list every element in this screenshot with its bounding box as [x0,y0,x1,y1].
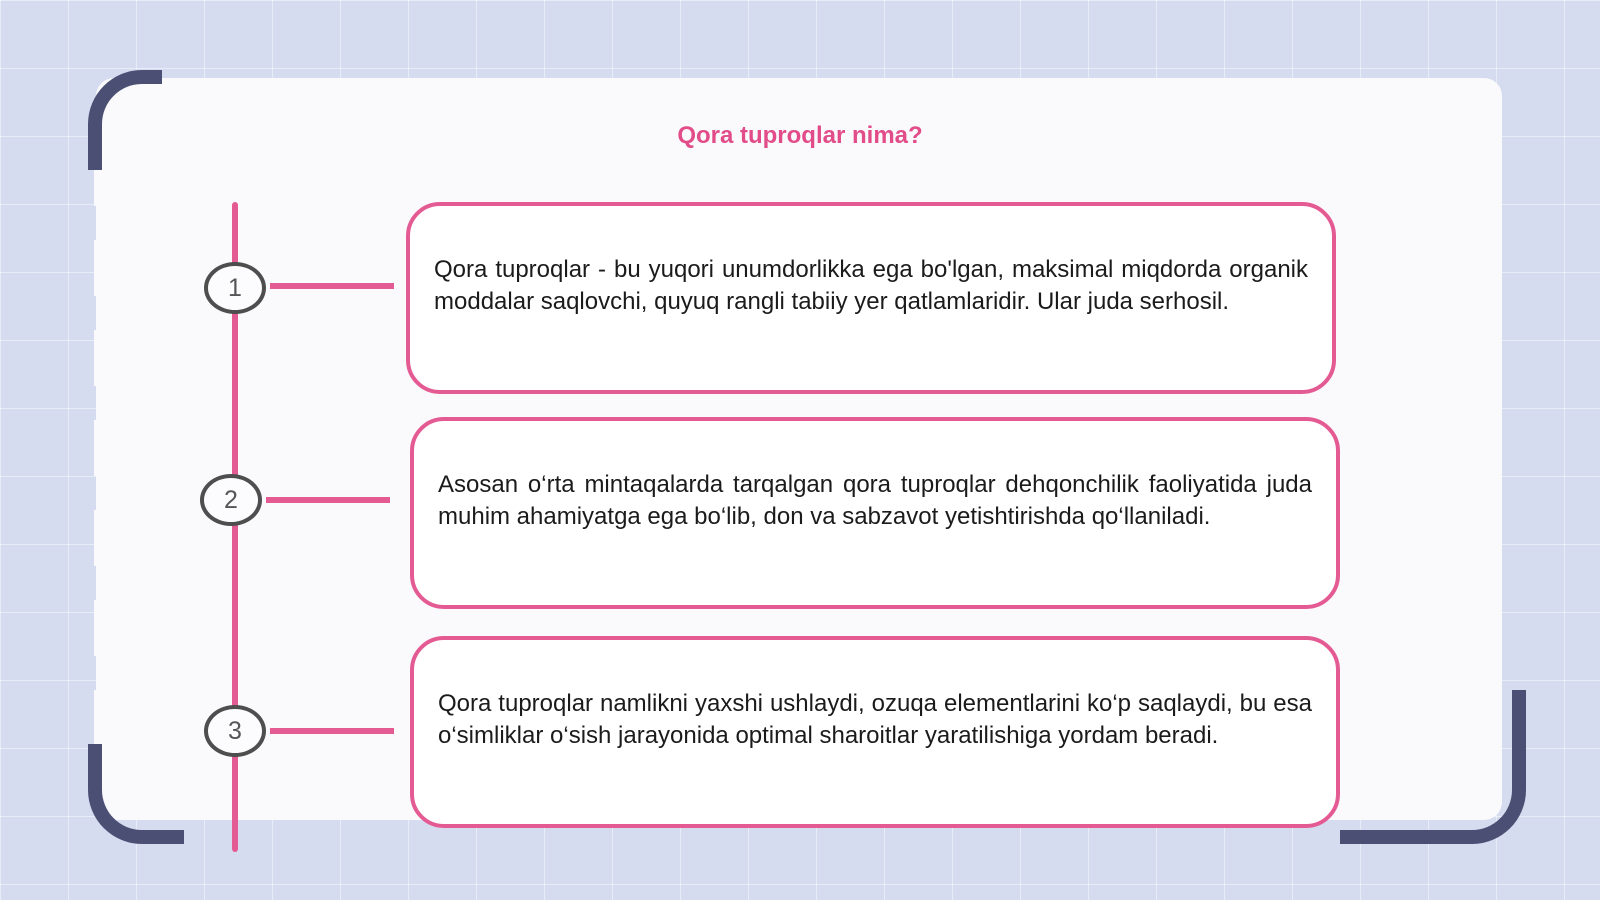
info-text-2: Asosan o‘rta mintaqalarda tarqalgan qora tuproqlar dehqonchilik faoliyatida juda muhim ahamiyatga ega bo‘lib, don va sabzavot yetishtirishda qo‘llaniladi. [438,471,1312,530]
info-text-1: Qora tuproqlar - bu yuqori unumdorlikka ega bo'lgan, maksimal miqdorda organik moddalar saqlovchi, quyuq rangli tabiiy yer qatlamlaridir. Ular juda serhosil. [434,256,1308,315]
corner-bracket-bottom-right [1340,690,1526,844]
slide-title: Qora tuproqlar nima? [677,122,923,149]
connector-line-1 [270,283,394,289]
step-number-1: 1 [204,262,266,314]
connector-line-2 [266,497,390,503]
step-number-3: 3 [204,705,266,757]
info-text-3: Qora tuproqlar namlikni yaxshi ushlaydi, ozuqa elementlarini ko‘p saqlaydi, bu esa o‘simliklar o‘sish jarayonida optimal sharoitlar yaratilishiga yordam beradi. [438,690,1312,749]
info-box-2 [410,417,1340,609]
info-box-3 [410,636,1340,828]
corner-bracket-bottom-left [88,744,184,844]
connector-line-3 [270,728,394,734]
step-number-2: 2 [200,474,262,526]
info-box-1 [406,202,1336,394]
